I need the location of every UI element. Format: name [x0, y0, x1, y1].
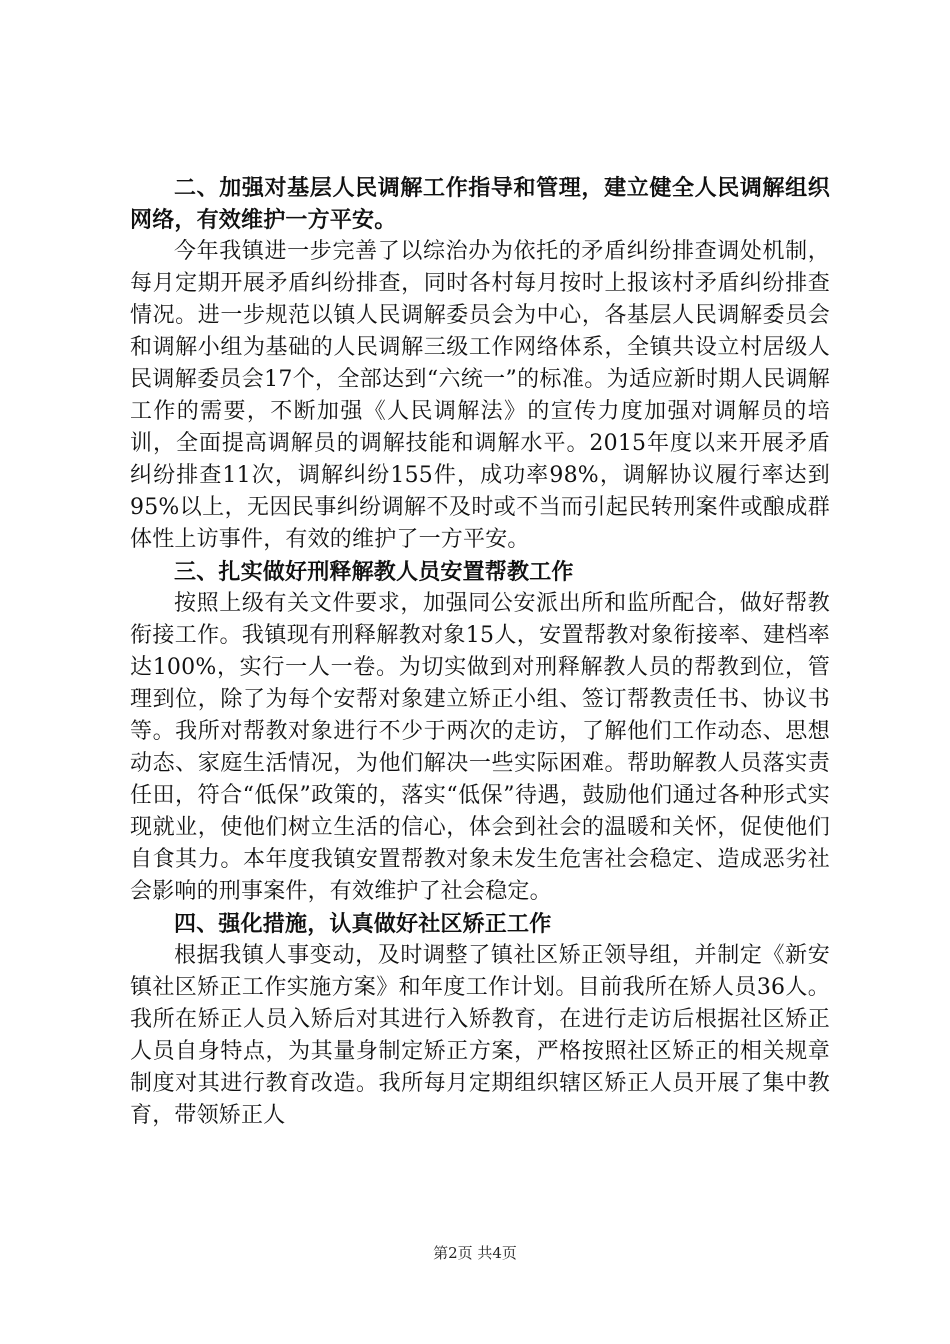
- section-heading-4: 四、强化措施，认真做好社区矫正工作: [174, 911, 552, 937]
- body-paragraph-correction: 根据我镇人事变动，及时调整了镇社区矫正领导组，并制定《新安镇社区矫正工作实施方案》和年度工作计划。目前我所在矫人员36人。我所在矫正人员入矫后对其进行入矫教育，在进行走访后根据社区矫正人员自身特点，为其量身制定矫正方案，严格按照社区矫正的相关规章制度对其进行教育改造。我所每月定期组织辖区矫正人员开展了集中教育，带领矫正人: [130, 943, 830, 1128]
- body-paragraph-resettlement: 按照上级有关文件要求，加强同公安派出所和监所配合，做好帮教衔接工作。我镇现有刑释解教对象15人，安置帮教对象衔接率、建档率达100%，实行一人一卷。为切实做到对刑释解教人员的帮教到位，管理到位，除了为每个安帮对象建立矫正小组、签订帮教责任书、协议书等。我所对帮教对象进行不少于两次的走访，了解他们工作动态、思想动态、家庭生活情况，为他们解决一些实际困难。帮助解教人员落实责任田，符合“低保”政策的，落实“低保”待遇，鼓励他们通过各种形式实现就业，使他们树立生活的信心，体会到社会的温暖和关怀，促使他们自食其力。本年度我镇安置帮教对象未发生危害社会稳定、造成恶劣社会影响的刑事案件，有效维护了社会稳定。: [130, 591, 830, 904]
- body-paragraph-mediation: 今年我镇进一步完善了以综治办为依托的矛盾纠纷排查调处机制，每月定期开展矛盾纠纷排查，同时各村每月按时上报该村矛盾纠纷排查情况。进一步规范以镇人民调解委员会为中心，各基层人民调解委员会和调解小组为基础的人民调解三级工作网络体系，全镇共设立村居级人民调解委员会17个，全部达到“六统一”的标准。为适应新时期人民调解工作的需要，不断加强《人民调解法》的宣传力度加强对调解员的培训，全面提高调解员的调解技能和调解水平。2015年度以来开展矛盾纠纷排查11次，调解纠纷155件，成功率98%，调解协议履行率达到95%以上，无因民事纠纷调解不及时或不当而引起民转刑案件或酿成群体性上访事件，有效的维护了一方平安。: [130, 239, 830, 552]
- section-heading-3: 三、扎实做好刑释解教人员安置帮教工作: [174, 559, 574, 585]
- document-body: [130, 172, 830, 1132]
- section-heading-2: 二、加强对基层人民调解工作指导和管理，建立健全人民调解组织网络，有效维护一方平安。: [130, 175, 830, 233]
- page-footer: 第2页 共4页: [433, 1244, 517, 1262]
